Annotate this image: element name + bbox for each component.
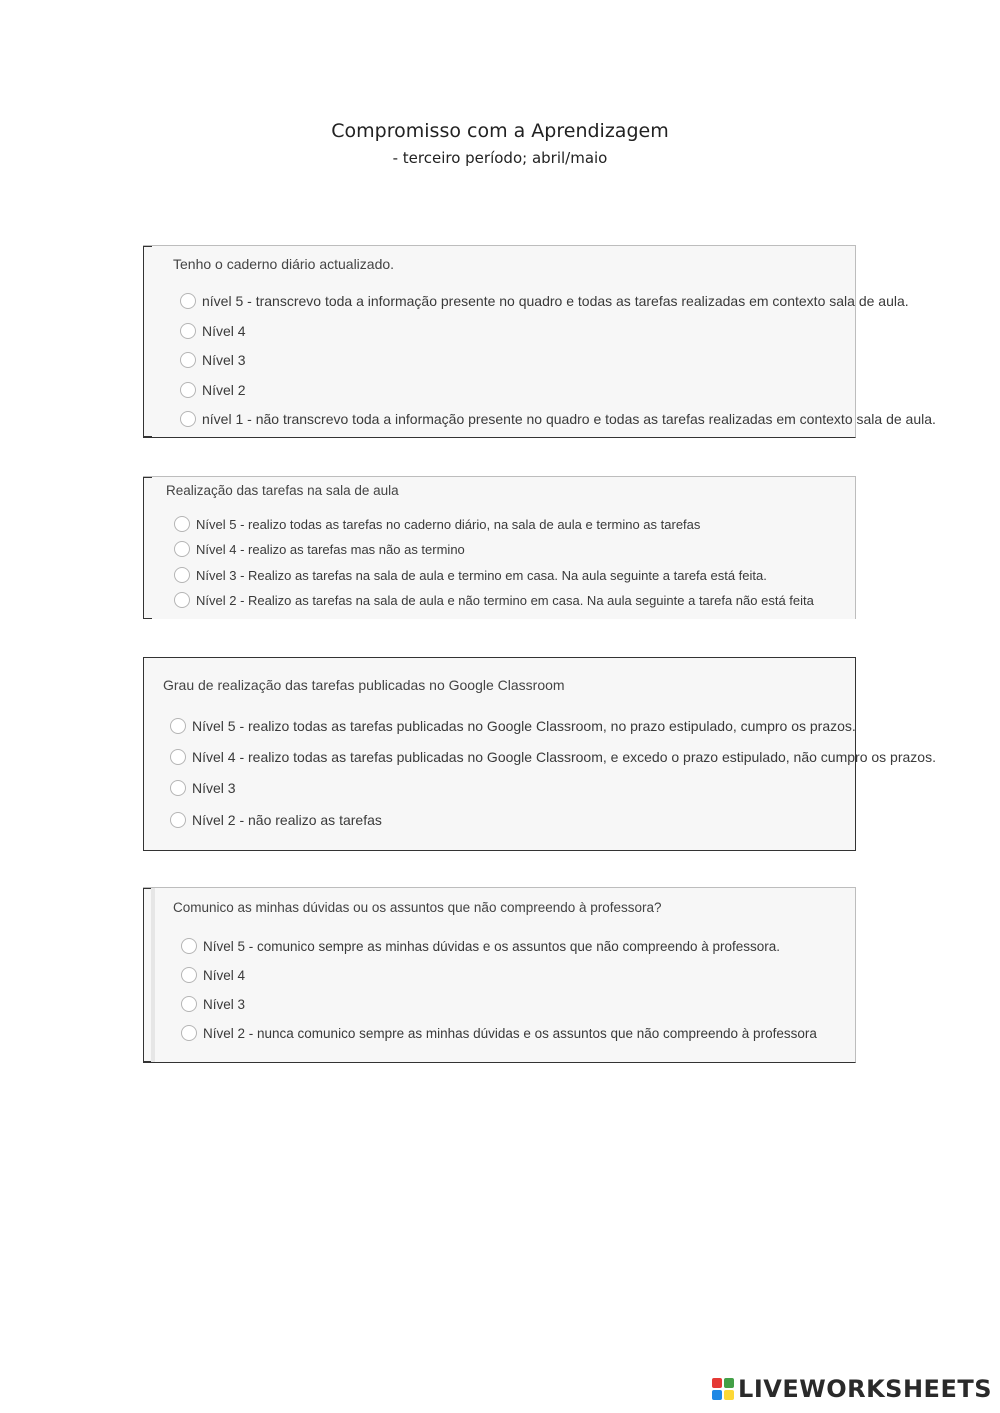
radio-circle-icon[interactable] [174, 567, 190, 583]
question-text: Realização das tarefas na sala de aula [166, 483, 399, 498]
option-label: Nível 5 - realizo todas as tarefas publicadas no Google Classroom, no prazo estipulado, cumpro os prazos. [192, 718, 856, 734]
option-radio[interactable] [181, 938, 780, 954]
logo-square [712, 1390, 722, 1400]
option-label: Nível 4 [203, 967, 246, 983]
logo-square [724, 1390, 734, 1400]
option-label: Nível 4 [202, 323, 246, 339]
question-card-1 [143, 245, 936, 438]
logo-grid-icon [712, 1378, 734, 1400]
option-label: Nível 2 - nunca comunico sempre as minhas dúvidas e os assuntos que não compreendo à professora [203, 1025, 817, 1041]
radio-circle-icon[interactable] [170, 780, 186, 796]
radio-circle-icon[interactable] [180, 323, 196, 339]
option-radio[interactable] [174, 567, 767, 583]
radio-circle-icon[interactable] [180, 352, 196, 368]
option-radio[interactable] [180, 411, 936, 427]
option-radio[interactable] [181, 996, 245, 1012]
logo-text: LIVEWORKSHEETS [738, 1375, 992, 1403]
radio-circle-icon[interactable] [170, 749, 186, 765]
option-label: nível 5 - transcrevo toda a informação presente no quadro e todas as tarefas realizadas em contexto sala de aula. [202, 293, 909, 309]
question-card-4 [143, 887, 856, 1063]
radio-circle-icon[interactable] [174, 592, 190, 608]
option-label: Nível 5 - realizo todas as tarefas no caderno diário, na sala de aula e termino as tarefas [196, 516, 701, 532]
question-card-3 [143, 657, 936, 851]
option-radio[interactable] [180, 323, 246, 339]
option-label: Nível 2 - não realizo as tarefas [192, 812, 382, 828]
radio-circle-icon[interactable] [180, 293, 196, 309]
card-side-accent [151, 888, 155, 1062]
radio-circle-icon[interactable] [181, 1025, 197, 1041]
option-label: nível 1 - não transcrevo toda a informação presente no quadro e todas as tarefas realizadas em contexto sala de aula. [202, 411, 936, 427]
option-label: Nível 3 [192, 780, 236, 796]
option-label: Nível 3 - Realizo as tarefas na sala de aula e termino em casa. Na aula seguinte a tarefa está feita. [196, 567, 767, 583]
option-label: Nível 3 [202, 352, 246, 368]
option-label: Nível 4 - realizo todas as tarefas publicadas no Google Classroom, e excedo o prazo estipulado, não cumpro os prazos. [192, 749, 936, 765]
radio-circle-icon[interactable] [174, 541, 190, 557]
radio-circle-icon[interactable] [181, 996, 197, 1012]
question-text: Comunico as minhas dúvidas ou os assuntos que não compreendo à professora? [173, 900, 662, 915]
question-text: Tenho o caderno diário actualizado. [173, 256, 395, 272]
logo-square [724, 1378, 734, 1388]
option-radio[interactable] [174, 592, 814, 608]
option-radio[interactable] [174, 516, 700, 532]
question-card-2 [143, 476, 856, 619]
option-radio[interactable] [170, 749, 936, 765]
liveworksheets-logo [712, 1375, 992, 1403]
option-label: Nível 2 [202, 382, 246, 398]
question-text: Grau de realização das tarefas publicadas no Google Classroom [163, 677, 565, 693]
option-radio[interactable] [181, 1025, 817, 1041]
option-radio[interactable] [170, 718, 856, 734]
logo-square [712, 1378, 722, 1388]
option-label: Nível 5 - comunico sempre as minhas dúvidas e os assuntos que não compreendo à professora. [203, 938, 781, 954]
option-radio[interactable] [174, 541, 465, 557]
radio-circle-icon[interactable] [181, 967, 197, 983]
radio-circle-icon[interactable] [174, 516, 190, 532]
radio-circle-icon[interactable] [170, 718, 186, 734]
option-label: Nível 3 [203, 996, 246, 1012]
option-radio[interactable] [180, 293, 909, 309]
option-radio[interactable] [180, 382, 246, 398]
option-radio[interactable] [170, 812, 382, 828]
option-radio[interactable] [170, 780, 236, 796]
radio-circle-icon[interactable] [180, 382, 196, 398]
radio-circle-icon[interactable] [180, 411, 196, 427]
page-title: Compromisso com a Aprendizagem [331, 120, 669, 142]
radio-circle-icon[interactable] [170, 812, 186, 828]
option-radio[interactable] [181, 967, 245, 983]
radio-circle-icon[interactable] [181, 938, 197, 954]
option-label: Nível 4 - realizo as tarefas mas não as termino [196, 541, 465, 557]
page-subtitle: - terceiro período; abril/maio [392, 149, 608, 167]
option-label: Nível 2 - Realizo as tarefas na sala de aula e não termino em casa. Na aula seguinte a tarefa não está feita [196, 592, 814, 608]
option-radio[interactable] [180, 352, 246, 368]
